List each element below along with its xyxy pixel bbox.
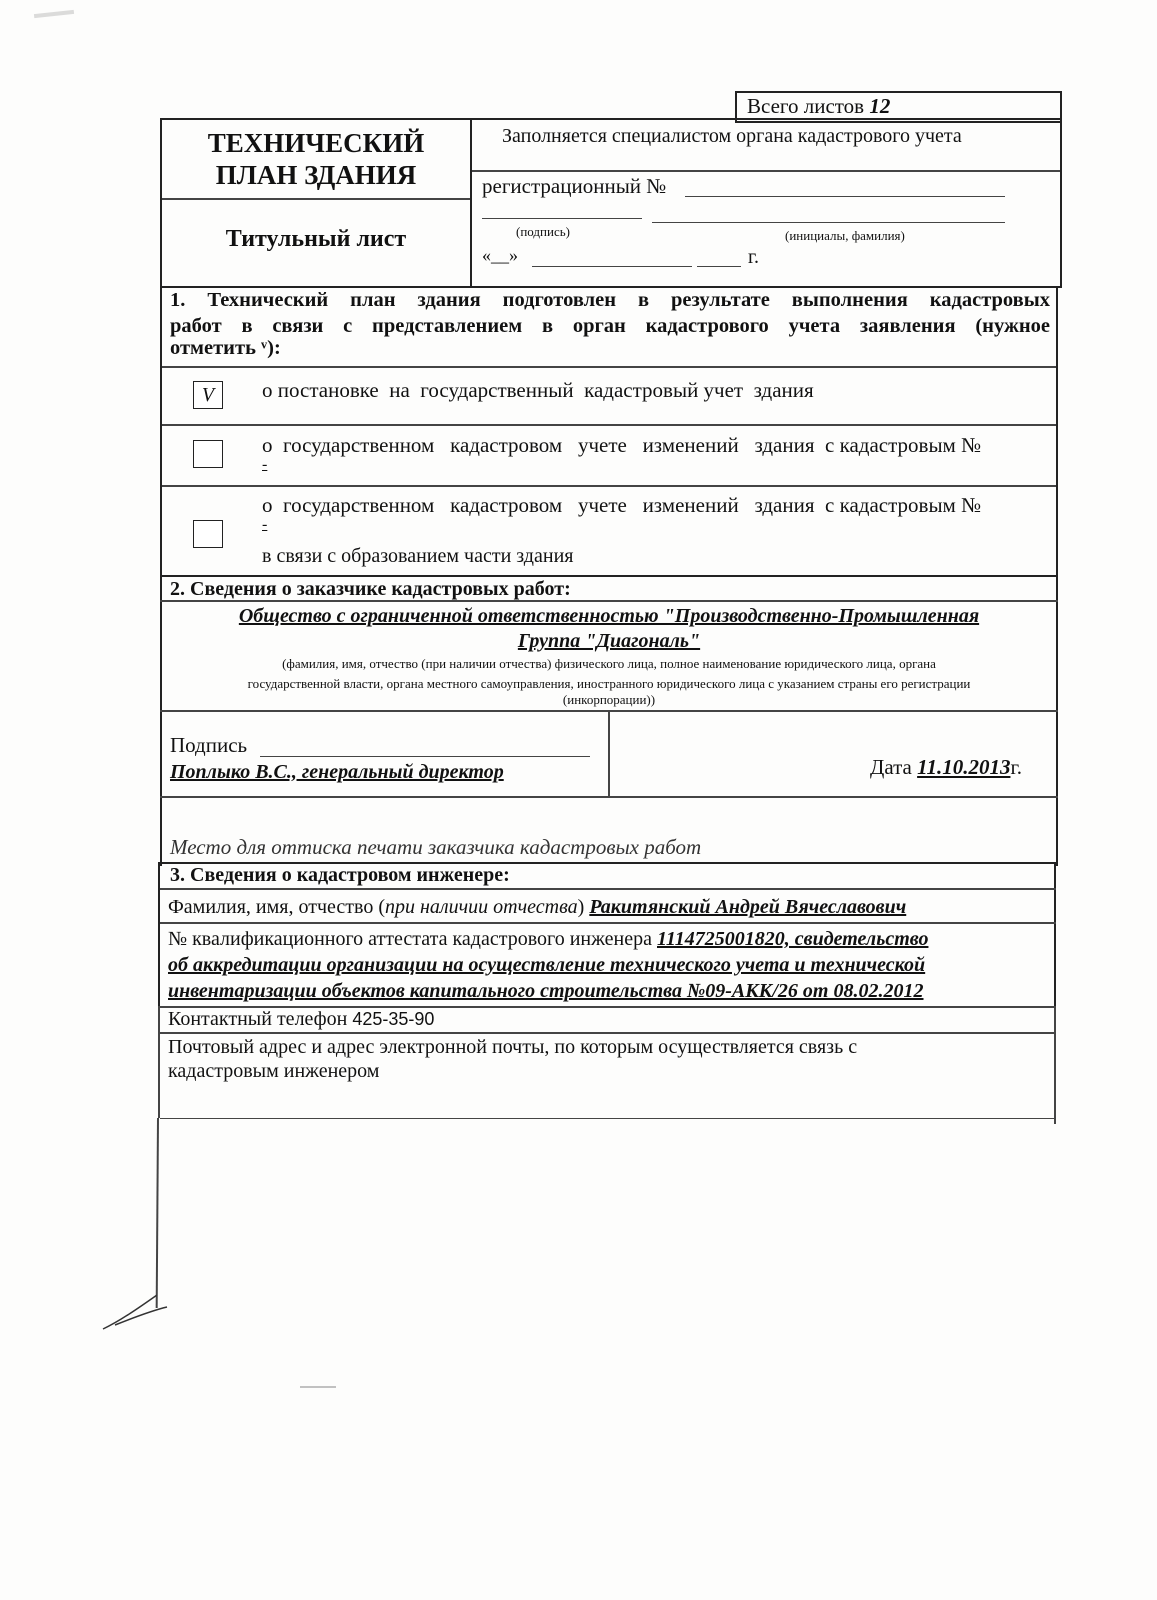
section3-left-border bbox=[158, 1006, 160, 1118]
fio-label: Фамилия, имя, отчество ( bbox=[168, 896, 385, 918]
initials-caption: (инициалы, фамилия) bbox=[785, 228, 905, 243]
section3-heading-divider bbox=[160, 888, 1056, 890]
signature-label: Подпись bbox=[170, 733, 248, 757]
option-part-dash: - bbox=[262, 516, 268, 533]
engineer-fio bbox=[168, 896, 906, 919]
option-changes-checkbox[interactable] bbox=[193, 440, 223, 468]
pen-stroke bbox=[95, 1285, 175, 1335]
signature-row-bottom bbox=[160, 796, 1058, 798]
address-line2: кадастровым инженером bbox=[168, 1060, 380, 1082]
section1-heading-line2: работ в связи с представлением в орган кадастрового учета заявления (нужное bbox=[170, 315, 1050, 337]
date-year-line bbox=[697, 266, 741, 267]
header-right-divider bbox=[472, 170, 1060, 172]
phone-value: 425-35-90 bbox=[352, 1009, 435, 1029]
option-registration-checkbox[interactable]: V bbox=[193, 381, 223, 409]
fio-label-italic: при наличии отчества bbox=[384, 896, 578, 918]
scan-dash bbox=[300, 1386, 336, 1388]
seal-place-text: Место для оттиска печати заказчика кадастровых работ bbox=[170, 835, 702, 859]
header-left-divider bbox=[162, 198, 470, 200]
date-value: 11.10.2013 bbox=[917, 755, 1011, 779]
option-part-extra: в связи с образованием части здания bbox=[262, 545, 574, 567]
section3-right-border bbox=[1054, 1006, 1056, 1124]
address-row-bottom bbox=[160, 1118, 1056, 1119]
section1-row-divider bbox=[162, 424, 1056, 426]
date-open: «__» bbox=[482, 245, 518, 265]
date-suffix: г. bbox=[1010, 755, 1022, 779]
initials-line bbox=[652, 222, 1005, 223]
sign-line bbox=[482, 218, 642, 219]
section1-row-divider bbox=[162, 366, 1056, 368]
right-border bbox=[1056, 576, 1058, 866]
cert-value-line3: инвентаризации объектов капитального строительства №09-АКК/26 от 08.02.2012 bbox=[168, 980, 924, 1002]
doc-title-line1: ТЕХНИЧЕСКИЙ bbox=[207, 128, 425, 158]
year-suffix: г. bbox=[748, 246, 759, 268]
option-registration-text: о постановке на государственный кадастровый учет здания bbox=[262, 378, 814, 402]
engineer-cert-line1 bbox=[168, 928, 928, 951]
lower-left-border bbox=[156, 1118, 159, 1308]
customer-note-line3: (инкорпорации)) bbox=[562, 692, 656, 707]
option-changes-text: о государственном кадастровом учете изменений здания с кадастровым № bbox=[262, 433, 982, 457]
cert-value-line1: 1114725001820, свидетельство bbox=[657, 928, 929, 950]
section1-heading-line1: 1. Технический план здания подготовлен в результате выполнения кадастровых bbox=[170, 289, 1050, 311]
fio-label-end: ) bbox=[577, 896, 585, 918]
phone-label: Контактный телефон bbox=[168, 1008, 348, 1030]
option-changes-dash: - bbox=[262, 456, 268, 473]
address-line1: Почтовый адрес и адрес электронной почты, по которым осуществляется связь с bbox=[168, 1036, 858, 1058]
engineer-phone bbox=[168, 1008, 434, 1031]
fio-row-divider bbox=[160, 922, 1056, 924]
total-sheets-value: 12 bbox=[869, 94, 891, 118]
customer-name-line2: Группа "Диагональ" bbox=[517, 630, 701, 652]
filled-by-text: Заполняется специалистом органа кадастрового учета bbox=[502, 125, 962, 147]
phone-row-divider bbox=[160, 1032, 1056, 1034]
cert-value-line2: об аккредитации организации на осуществление технического учета и технической bbox=[168, 954, 926, 976]
reg-number-label: регистрационный № bbox=[482, 174, 667, 198]
section1-row-divider bbox=[162, 485, 1056, 487]
doc-subtitle: Титульный лист bbox=[225, 226, 407, 252]
date-label: Дата bbox=[870, 755, 912, 779]
header-divider bbox=[470, 118, 472, 288]
customer-note-line1: (фамилия, имя, отчество (при наличии отчества) физического лица, полное наименование юридического лица, органа bbox=[282, 656, 936, 671]
scan-mark bbox=[34, 10, 74, 18]
total-sheets-text: Всего листов bbox=[747, 94, 865, 118]
engineer-fio-value: Ракитянский Андрей Вячеславович bbox=[589, 896, 907, 918]
customer-name-line1: Общество с ограниченной ответственностью "Производственно-Промышленная bbox=[238, 605, 980, 627]
date-month-line bbox=[532, 266, 692, 267]
signature-line bbox=[260, 756, 590, 757]
section3-heading: 3. Сведения о кадастровом инженере: bbox=[170, 864, 510, 886]
reg-number-line bbox=[685, 196, 1005, 197]
signer-name: Поплыко В.С., генеральный директор bbox=[170, 761, 504, 783]
sign-caption: (подпись) bbox=[516, 224, 570, 239]
option-part-text: о государственном кадастровом учете изменений здания с кадастровым № bbox=[262, 493, 982, 517]
customer-date bbox=[870, 755, 1022, 780]
section1-heading-line3: отметить ᵛ): bbox=[170, 337, 281, 359]
signature-row-divider bbox=[608, 710, 610, 796]
customer-note-line2: государственной власти, органа местного самоуправления, иностранного юридического лица с указанием страны его регистрации bbox=[247, 676, 971, 691]
total-sheets-label bbox=[747, 94, 890, 119]
section2-heading: 2. Сведения о заказчике кадастровых работ: bbox=[170, 578, 571, 600]
option-part-checkbox[interactable] bbox=[193, 520, 223, 548]
cert-label: № квалификационного аттестата кадастрового инженера bbox=[168, 928, 652, 950]
doc-title-line2: ПЛАН ЗДАНИЯ bbox=[215, 160, 417, 190]
